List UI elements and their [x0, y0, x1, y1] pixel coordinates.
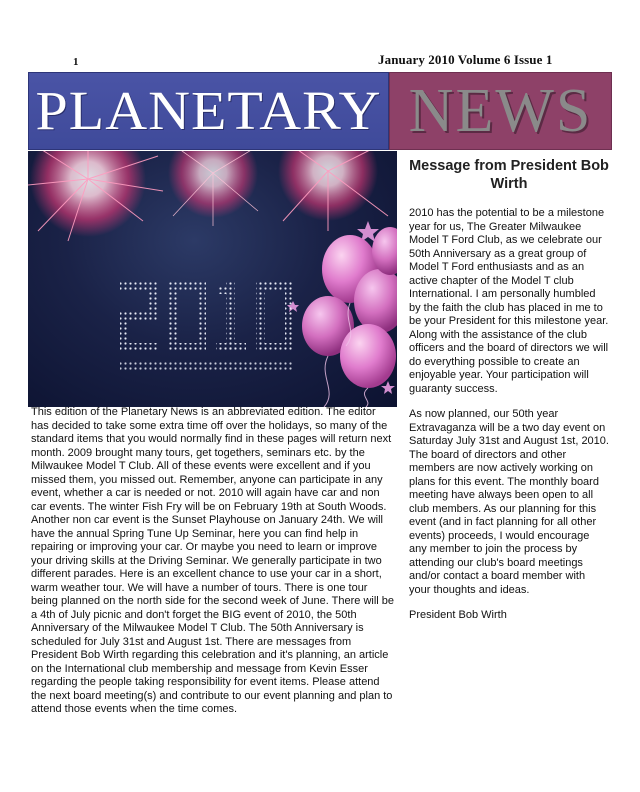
- new-year-illustration: [28, 151, 397, 407]
- year-2010-dot-numerals: [120, 281, 294, 352]
- balloon-cluster: [302, 227, 397, 407]
- fireworks-balloons-image: [28, 151, 397, 407]
- happy-new-year-dot-text: [120, 361, 294, 372]
- page-number: 1: [73, 56, 79, 68]
- firework-burst-center: [168, 151, 263, 226]
- masthead-banner: [28, 72, 612, 150]
- president-message-column: [409, 157, 609, 623]
- president-signature: President Bob Wirth: [409, 609, 507, 621]
- masthead-title-news: NEWS: [408, 77, 593, 145]
- issue-date-line: January 2010 Volume 6 Issue 1: [378, 52, 553, 67]
- president-message-paragraph-2: As now planned, our 50th year Extravaganza will be a two day event on Saturday July 31st and August 1st, 2010. The board of directors and other members are now actively working on plans for this event. The monthly board meeting have always been open to all club members. As our planning for this event (and in fact planning for all other events) proceeds, I would encourage any member to join the process by attending our club's board meetings and/or contact a board member with your thoughts and ideas.: [409, 408, 609, 596]
- firework-burst-left: [28, 151, 163, 241]
- president-message-paragraph-1: 2010 has the potential to be a milestone year for us, The Greater Milwaukee Model T Ford Club, as we celebrate our 50th Anniversary as a great group of Model T Ford enthusiasts and as an active chapter of the Model T club International. I am personally humbled by the faith the club has placed in me to be your President for this milestone year. Along with the assistance of the club officers and the board of directors we will do everything possible to create an enjoyable year. Your participation will guaranty success.: [409, 207, 609, 395]
- firework-burst-right: [278, 151, 388, 231]
- masthead-title-planetary: PLANETARY: [35, 79, 382, 142]
- editorial-text: This edition of the Planetary News is an abbreviated edition. The editor has decided to take some extra time off over the holidays, so many of the standard items that you would normally find in these pages will return next month. 2009 brought many tours, get togethers, seminars etc. by the Milwaukee Model T Club. All of these events were excellent and if you missed them, you missed out. Remember, anyone can participate in any event, whether a car is needed or not. 2010 will again have car and non car events. The winter Fish Fry will be on February 19th at South Woods. Another non car event is the Sunset Playhouse on January 24th. We will have the annual Spring Tune Up Seminar, here you can find help in repairing or improving your car. Or maybe you need to learn or improve your driving skills at the Driving Seminar. We generally participate in two different parades. Here is an excellent chance to use your car in a short, warm weather tour. We will have a number of tours. There is one tour being planned on the north side for the second week of June. There will be a 4th of July picnic and don't forget the BIG event of 2010, the 50th Anniversary of the Milwaukee Model T Club. The 50th Anniversary is scheduled for July 31st and August 1st. There are messages from President Bob Wirth regarding this celebration and it's planning, an article on the International club membership and message from Kevin Esser regarding the people taking responsibility for event items. Please attend the next board meeting(s) and contribute to our event planning and plan to attend those events when the time comes.: [31, 406, 395, 715]
- masthead-left-panel: [28, 72, 389, 150]
- president-message-heading: Message from President Bob Wirth: [409, 158, 609, 192]
- masthead-right-panel: [389, 72, 612, 150]
